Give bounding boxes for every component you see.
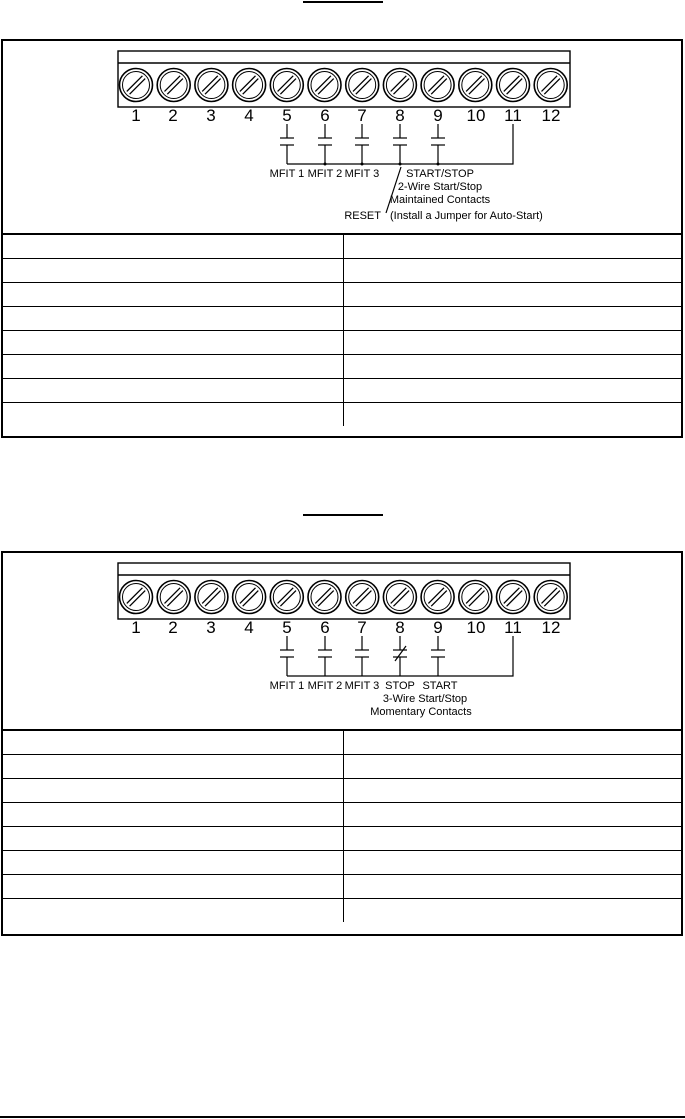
table-cell: [3, 307, 343, 331]
terminal-number: 1: [131, 618, 141, 637]
table-cell: [343, 779, 681, 803]
table-row: [3, 779, 681, 803]
table-cell: [343, 331, 681, 355]
mfit-3-contact: [355, 650, 369, 657]
table-row: [3, 234, 681, 259]
contact-type-label: Maintained Contacts: [389, 194, 491, 206]
mfit-2-contact: [318, 138, 332, 145]
terminal-screw: [233, 581, 266, 614]
terminal-screw: [308, 69, 341, 102]
table-cell: [3, 899, 343, 923]
page-bottom-rule: [0, 1116, 685, 1118]
table-row: [3, 875, 681, 899]
terminal-number: 3: [206, 106, 216, 125]
terminal-number: 11: [504, 618, 522, 637]
terminal-number: 10: [466, 106, 486, 125]
start-stop-label: START/STOP: [406, 168, 474, 180]
table-cell: [3, 803, 343, 827]
figure-2-table: [3, 729, 681, 922]
terminal-number: 5: [282, 106, 292, 125]
terminal-screw: [120, 581, 153, 614]
terminal-screw: [346, 581, 379, 614]
table-cell: [343, 755, 681, 779]
table-cell: [343, 307, 681, 331]
figure-1-table: [3, 233, 681, 426]
table-cell: [343, 875, 681, 899]
terminal-number: 7: [357, 106, 367, 125]
mfit-2-label: MFIT 2: [307, 680, 343, 692]
terminal-screw: [195, 69, 228, 102]
table-cell: [343, 899, 681, 923]
table-row: [3, 730, 681, 755]
mfit-2-contact: [318, 650, 332, 657]
terminal-screw: [497, 581, 530, 614]
mfit-3-label: MFIT 3: [344, 168, 380, 180]
terminal-screw: [421, 581, 454, 614]
table-row: [3, 851, 681, 875]
terminal-numbers-1: [131, 106, 560, 125]
terminal-number: 4: [244, 106, 254, 125]
table-cell: [3, 730, 343, 755]
table-cell: [3, 875, 343, 899]
figure-2-title-rule: [303, 514, 383, 516]
terminal-number: 7: [357, 618, 367, 637]
figure-2-wiring-diagram: [3, 553, 681, 733]
mfit-2-label: MFIT 2: [307, 168, 343, 180]
table-cell: [3, 379, 343, 403]
terminal-number: 3: [206, 618, 216, 637]
table-cell: [3, 779, 343, 803]
table-cell: [343, 355, 681, 379]
table-row: [3, 307, 681, 331]
contact-type-label: Momentary Contacts: [370, 706, 472, 718]
terminal-screw: [534, 69, 567, 102]
mfit-1-contact: [280, 138, 294, 145]
start-contact: [431, 650, 445, 657]
reset-label: RESET: [344, 210, 381, 222]
terminal-screw: [534, 581, 567, 614]
terminal-numbers-2: [131, 618, 560, 637]
terminal-number: 5: [282, 618, 292, 637]
mfit-1-label: MFIT 1: [269, 168, 305, 180]
table-cell: [3, 755, 343, 779]
table-row: [3, 827, 681, 851]
start-label: START: [422, 680, 458, 692]
terminal-screw: [346, 69, 379, 102]
terminal-number: 10: [466, 618, 486, 637]
wiring-2: [280, 636, 513, 676]
terminal-screw: [195, 581, 228, 614]
terminal-screw: [233, 69, 266, 102]
table-row: [3, 403, 681, 427]
terminal-screw: [270, 69, 303, 102]
terminal-number: 4: [244, 618, 254, 637]
figure-1-panel: [1, 39, 683, 438]
table-cell: [3, 283, 343, 307]
table-cell: [343, 803, 681, 827]
terminal-screw: [383, 581, 416, 614]
table-row: [3, 283, 681, 307]
terminal-number: 8: [395, 106, 405, 125]
table-cell: [343, 403, 681, 427]
table-cell: [343, 259, 681, 283]
table-row: [3, 899, 681, 923]
terminal-number: 11: [504, 106, 522, 125]
figure-2-panel: [1, 551, 683, 936]
terminal-screw: [157, 581, 190, 614]
terminal-screw: [383, 69, 416, 102]
table-cell: [3, 259, 343, 283]
terminal-number: 12: [541, 106, 561, 125]
terminal-screw: [308, 581, 341, 614]
table-cell: [343, 234, 681, 259]
mfit-1-label: MFIT 1: [269, 680, 305, 692]
mfit-3-label: MFIT 3: [344, 680, 380, 692]
terminal-number: 9: [433, 106, 443, 125]
table-cell: [343, 851, 681, 875]
table-cell: [3, 355, 343, 379]
terminal-number: 12: [541, 618, 561, 637]
terminal-screw: [459, 581, 492, 614]
terminal-screw: [120, 69, 153, 102]
terminal-screw: [497, 69, 530, 102]
table-cell: [3, 827, 343, 851]
table-cell: [343, 730, 681, 755]
table-row: [3, 803, 681, 827]
mfit-1-contact: [280, 650, 294, 657]
table-cell: [343, 827, 681, 851]
table-cell: [3, 234, 343, 259]
terminal-number: 9: [433, 618, 443, 637]
figure-1-wiring-diagram: [3, 41, 681, 236]
table-cell: [3, 851, 343, 875]
terminal-number: 1: [131, 106, 141, 125]
table-cell: [3, 331, 343, 355]
terminal-number: 6: [320, 618, 330, 637]
terminal-number: 2: [168, 618, 178, 637]
terminal-screw: [270, 581, 303, 614]
mode-label: 3-Wire Start/Stop: [382, 693, 468, 705]
table-row: [3, 331, 681, 355]
terminal-screw: [459, 69, 492, 102]
table-row: [3, 755, 681, 779]
figure-1-title-rule: [303, 1, 383, 3]
table-row: [3, 379, 681, 403]
start-stop-contact: [431, 138, 445, 145]
reset-contact: [393, 138, 407, 145]
table-cell: [343, 283, 681, 307]
mode-label: 2-Wire Start/Stop: [397, 181, 483, 193]
table-row: [3, 355, 681, 379]
terminal-screw: [157, 69, 190, 102]
stop-label: STOP: [385, 680, 415, 692]
table-cell: [3, 403, 343, 427]
terminal-number: 6: [320, 106, 330, 125]
mfit-3-contact: [355, 138, 369, 145]
table-row: [3, 259, 681, 283]
table-cell: [343, 379, 681, 403]
terminal-number: 2: [168, 106, 178, 125]
terminal-screw: [421, 69, 454, 102]
jumper-note: (Install a Jumper for Auto-Start): [390, 210, 543, 222]
terminal-number: 8: [395, 618, 405, 637]
